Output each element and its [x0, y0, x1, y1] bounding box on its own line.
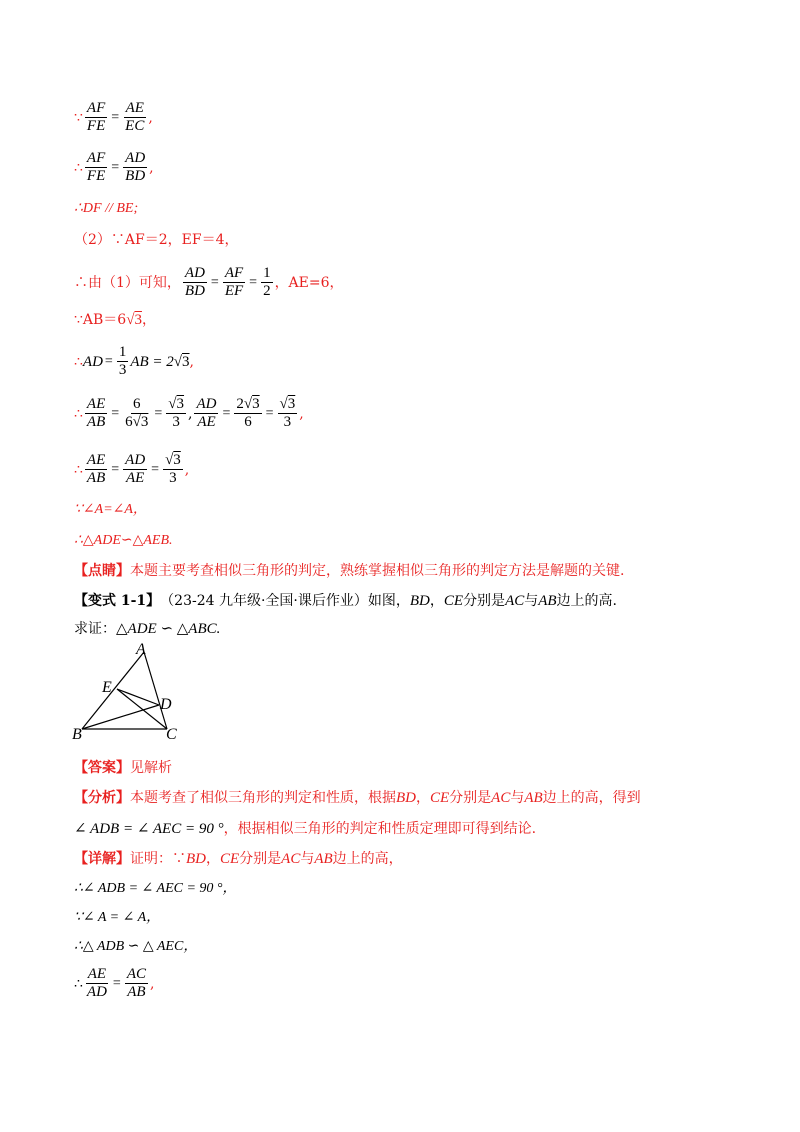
triangle-figure	[66, 640, 196, 745]
therefore-symbol: ∴	[74, 159, 83, 176]
key-point-tag: 【点睛】	[74, 563, 130, 579]
fraction: $\frac{AF}{EF}$	[224, 265, 244, 299]
step-line-6: ∵AB＝6 √3 ，	[74, 312, 156, 328]
side-ac	[144, 652, 167, 729]
detail-line-2: ∴∠ ADB = ∠ AEC = 90 °，	[74, 881, 237, 896]
step-line-4: （2）∵AF＝2，EF＝4，	[74, 232, 239, 248]
analysis-tag: 【分析】	[74, 790, 130, 806]
prove-statement: 求证： △ADE ∽ △ABC.	[74, 621, 221, 637]
because-symbol: ∵	[74, 109, 83, 126]
fraction: $\frac{√3}{3}$	[168, 396, 185, 430]
fraction: $\frac{AD}{AE}$	[125, 452, 146, 486]
step-line-7: ∴ AD = $\frac{1}{3}$ AB = 2 √3 ,	[74, 344, 194, 378]
step-line-11: ∴△ADE∽△AEB.	[74, 533, 173, 548]
step-line-2: ∴ $\frac{AF}{FE}$ = $\frac{AD}{BD}$ ,	[74, 150, 154, 184]
detail-line-5: ∴ $\frac{AE}{AD}$ = $\frac{AC}{AB}$ ,	[74, 966, 155, 1000]
label-d: D	[160, 696, 172, 713]
sqrt-expression: √3	[173, 353, 190, 370]
answer-tag: 【答案】	[74, 760, 130, 776]
fraction: $\frac{1}{3}$	[118, 344, 127, 378]
fraction: $\frac{1}{2}$	[263, 265, 271, 299]
label-e: E	[102, 679, 112, 696]
analysis-line-1: 【分析】 本题考查了相似三角形的判定和性质，根据 BD ， CE 分别是 AC 与 AB 边上的高，得到	[74, 790, 641, 806]
key-point-note: 【点睛】 本题主要考查相似三角形的判定，熟练掌握相似三角形的判定方法是解题的关键.	[74, 563, 625, 579]
step-line-10: ∵∠A=∠A，	[74, 502, 147, 517]
detail-tag: 【详解】	[74, 851, 130, 867]
variant-question: 【变式 1-1】 （23-24 九年级·全国·课后作业）如图， BD ， CE 分别是 AC 与 AB 边上的高.	[74, 593, 618, 609]
sqrt-expression: √3	[126, 312, 142, 328]
detail-line-3: ∵∠ A = ∠ A，	[74, 910, 161, 925]
label-b: B	[72, 726, 82, 743]
fraction: $\frac{2√3}{6}$	[236, 396, 260, 430]
fraction: $\frac{AE}{EC}$	[125, 100, 145, 134]
fraction: $\frac{AC}{AB}$	[126, 966, 146, 1000]
step-line-1: ∵ $\frac{AF}{FE}$ = $\frac{AE}{EC}$ ,	[74, 100, 153, 134]
label-a: A	[136, 641, 146, 658]
answer-line: 【答案】 见解析	[74, 760, 172, 776]
fraction: $\frac{AE}{AB}$	[86, 396, 106, 430]
detail-line-1: 【详解】 证明：∵ BD ， CE 分别是 AC 与 AB 边上的高，	[74, 851, 403, 867]
side-ab	[82, 652, 144, 729]
segment-de	[117, 689, 159, 705]
fraction: $\frac{AD}{BD}$	[125, 150, 146, 184]
detail-line-4: ∴△ ADB ∽ △ AEC，	[74, 939, 198, 954]
fraction: $\frac{√3}{3}$	[165, 452, 181, 486]
fraction: $\frac{AF}{FE}$	[86, 150, 106, 184]
altitude-bd	[82, 705, 159, 729]
step-line-8: ∴ $\frac{AE}{AB}$ = $\frac{6}{6√3}$ = $\frac{√3}{3}$ , $\frac{AD}{AE}$ = $\frac{2√3}{6}$ = $\frac{√3}{3}$ ,	[74, 396, 304, 430]
fraction: $\frac{6}{6√3}$	[125, 396, 149, 430]
step-line-3: ∴DF // BE;	[74, 201, 139, 216]
variant-tag: 【变式 1-1】	[74, 593, 161, 609]
fraction: $\frac{AD}{BD}$	[184, 265, 205, 299]
step-line-5: ∴由（1）可知， $\frac{AD}{BD}$ = $\frac{AF}{EF}$ = $\frac{1}{2}$ ，AE=6，	[74, 265, 344, 299]
analysis-line-2: ∠ ADB = ∠ AEC = 90 ° ，根据相似三角形的判定和性质定理即可得到结论.	[74, 821, 537, 837]
fraction: $\frac{AE}{AD}$	[86, 966, 107, 1000]
fraction: $\frac{AD}{AE}$	[196, 396, 217, 430]
fraction: $\frac{AF}{FE}$	[86, 100, 106, 134]
label-c: C	[166, 726, 177, 743]
fraction: $\frac{√3}{3}$	[279, 396, 296, 430]
fraction: $\frac{AE}{AB}$	[86, 452, 106, 486]
step-line-9: ∴ $\frac{AE}{AB}$ = $\frac{AD}{AE}$ = $\frac{√3}{3}$ ,	[74, 452, 190, 486]
